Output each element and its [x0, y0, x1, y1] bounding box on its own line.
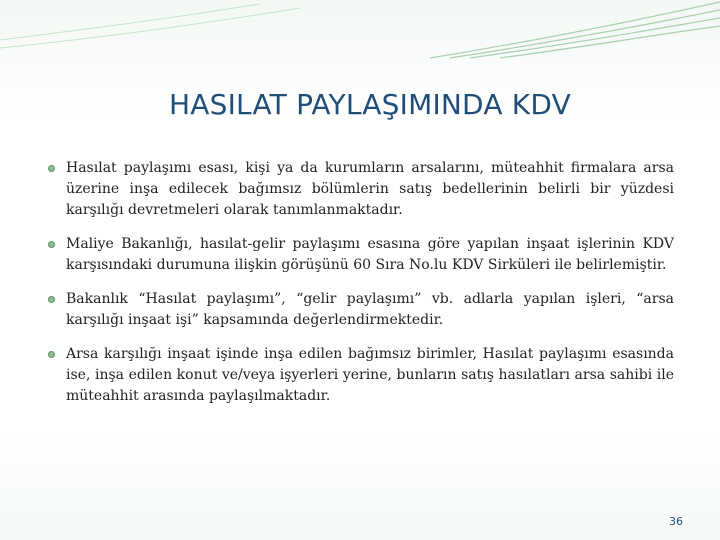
bullet-item [48, 234, 674, 276]
bullet-item [48, 289, 674, 331]
bullet-text: Arsa karşılığı inşaat işinde inşa edilen bağımsız birimler, Hasılat paylaşımı esasında ise, inşa edilen konut ve/veya işyerleri yerine, bunların satış hasılatları arsa sahibi ile müteahhit arasında paylaşılmaktadır. [66, 346, 674, 404]
bullet-list [48, 158, 674, 420]
corner-decoration-lines [0, 0, 720, 60]
page-number: 36 [669, 515, 683, 528]
bullet-icon [48, 165, 55, 172]
bullet-text: Hasılat paylaşımı esası, kişi ya da kurumların arsalarını, müteahhit firmalara arsa üzerine inşa edilecek bağımsız bölümlerin satış bedellerinin belirli bir yüzdesi karşılığı devretmeleri olarak tanımlanmaktadır. [66, 160, 674, 218]
bullet-icon [48, 241, 55, 248]
bullet-item [48, 344, 674, 407]
slide-title: HASILAT PAYLAŞIMINDA KDV [169, 88, 571, 121]
bullet-text: Maliye Bakanlığı, hasılat-gelir paylaşımı esasına göre yapılan inşaat işlerinin KDV karşısındaki durumuna ilişkin görüşünü 60 Sıra No.lu KDV Sirküleri ile belirlemiştir. [66, 236, 674, 273]
bullet-icon [48, 351, 55, 358]
bullet-item [48, 158, 674, 221]
bullet-icon [48, 296, 55, 303]
bullet-text: Bakanlık “Hasılat paylaşımı”, “gelir paylaşımı” vb. adlarla yapılan işleri, “arsa karşılığı inşaat işi” kapsamında değerlendirmektedir. [66, 291, 674, 328]
